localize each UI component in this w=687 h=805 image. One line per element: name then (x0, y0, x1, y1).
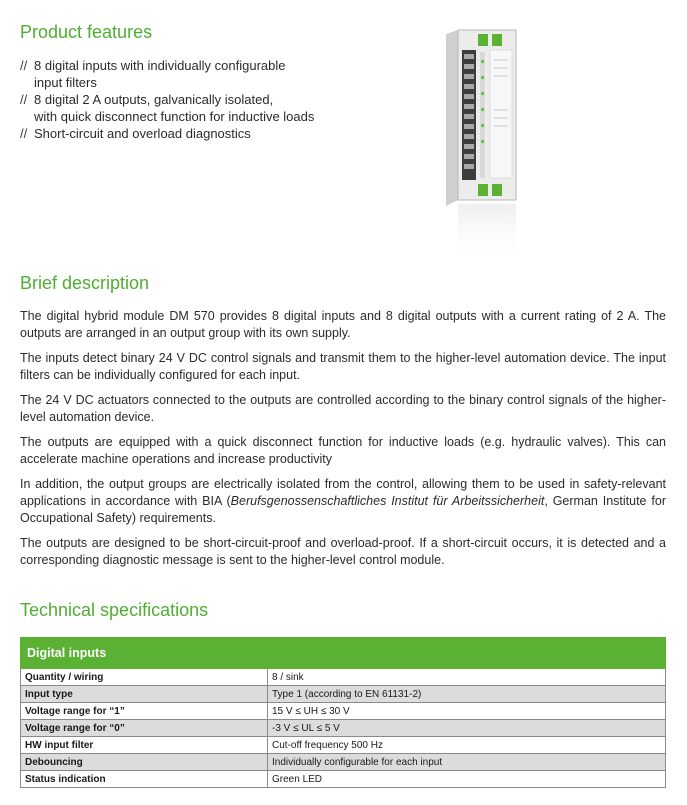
technical-specifications-heading: Technical specifications (20, 600, 209, 620)
table-row (21, 720, 666, 737)
description-paragraph: The digital hybrid module DM 570 provides 8 digital inputs and 8 digital outputs with a current rating of 2 A. The outputs are arranged in an output group with its own supply. (20, 309, 666, 340)
spec-value: Cut-off frequency 500 Hz (268, 737, 666, 754)
product-module-image (422, 20, 532, 275)
description-paragraph: The 24 V DC actuators connected to the outputs are controlled according to the binary control signals of the higher-level automation device. (20, 393, 666, 424)
spec-label: HW input filter (21, 737, 268, 754)
institute-name: Berufsgenossenschaftliches Institut für Arbeitssicherheit (230, 494, 545, 508)
spec-value: Type 1 (according to EN 61131-2) (268, 686, 666, 703)
table-row (21, 686, 666, 703)
spec-value: -3 V ≤ UL ≤ 5 V (268, 720, 666, 737)
feature-item: // 8 digital 2 A outputs, galvanically isolated, with quick disconnect function for inductive loads (20, 92, 315, 124)
table-row (21, 754, 666, 771)
spec-table (20, 637, 666, 788)
brief-description (20, 308, 666, 577)
table-row (21, 771, 666, 788)
spec-label: Status indication (21, 771, 268, 788)
spec-label: Voltage range for “1” (21, 703, 268, 720)
description-paragraph: The outputs are designed to be short-circuit-proof and overload-proof. If a short-circuit occurs, it is detected and a corresponding diagnostic message is sent to the higher-level control module. (20, 536, 666, 567)
feature-list (20, 57, 400, 142)
spec-value: 15 V ≤ UH ≤ 30 V (268, 703, 666, 720)
table-title: Digital inputs (21, 638, 666, 669)
description-paragraph: In addition, the output groups are electrically isolated from the control, allowing them to be used in safety-relevant applications in accordance with BIA (Berufsgenossenschaftliches Institut für Arbeitssicherheit, German Institute for Occupational Safety) requirements. (20, 477, 666, 525)
spec-value: Green LED (268, 771, 666, 788)
table-row (21, 737, 666, 754)
spec-label: Voltage range for “0” (21, 720, 268, 737)
brief-description-heading: Brief description (20, 273, 150, 293)
spec-value: 8 / sink (268, 669, 666, 686)
table-row (21, 703, 666, 720)
spec-label: Debouncing (21, 754, 268, 771)
description-paragraph: The inputs detect binary 24 V DC control signals and transmit them to the higher-level automation device. The input filters can be individually configured for each input. (20, 351, 666, 382)
feature-item: // 8 digital inputs with individually configurable input filters (20, 58, 286, 90)
feature-item: // Short-circuit and overload diagnostics (20, 126, 251, 141)
product-features-heading: Product features (20, 22, 153, 42)
table-row (21, 669, 666, 686)
spec-label: Input type (21, 686, 268, 703)
description-paragraph: The outputs are equipped with a quick disconnect function for inductive loads (e.g. hydraulic valves). This can accelerate machine operations and increase productivity (20, 435, 666, 466)
spec-label: Quantity / wiring (21, 669, 268, 686)
spec-value: Individually configurable for each input (268, 754, 666, 771)
